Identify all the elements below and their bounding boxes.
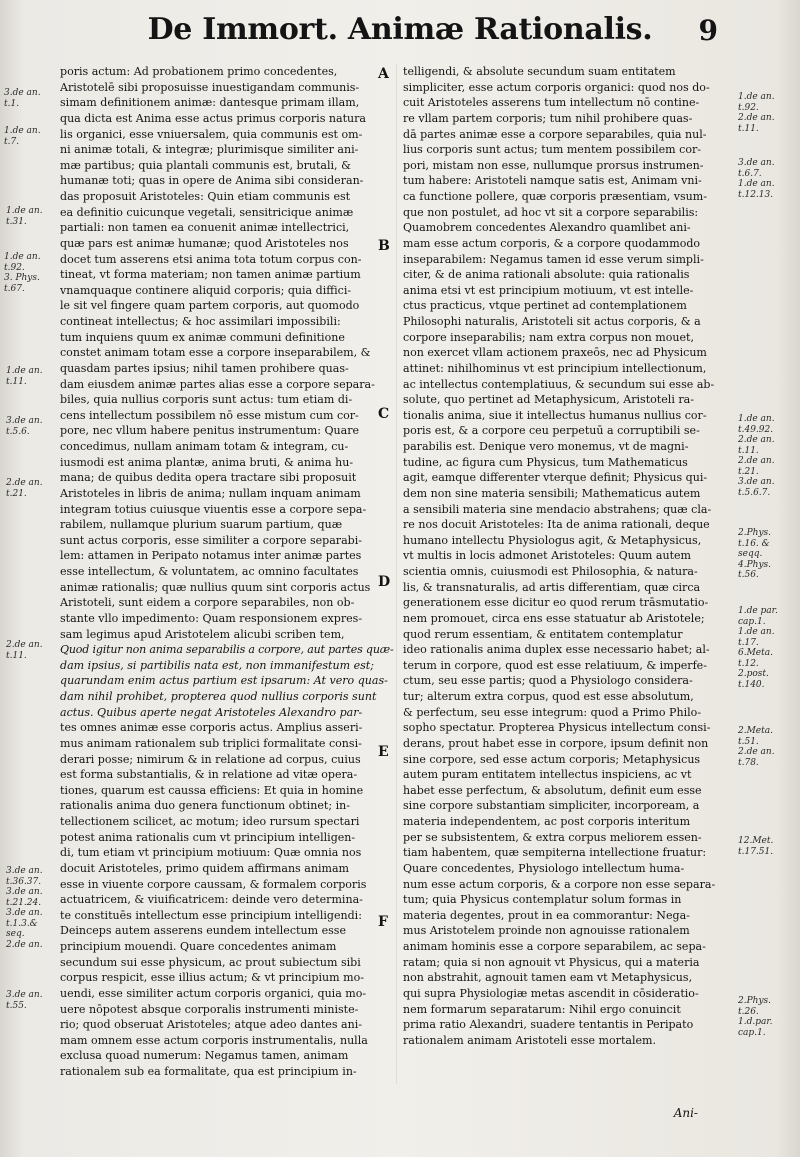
text-line: humanæ toti; quas in opere de Anima sibi consideran- <box>60 174 364 188</box>
text-line: autem puram entitatem intellectus inspiciens, ac vt <box>403 768 692 782</box>
text-line: ea definitio cuicunque vegetali, sensitricique animæ <box>60 205 354 219</box>
text-line: est forma substantialis, & in relatione ad vitæ opera- <box>60 768 358 782</box>
text-line: ctus practicus, vtque pertinet ad contemplationem <box>403 299 687 313</box>
text-line: potest anima rationalis cum vt principium intelligen- <box>60 830 356 844</box>
text-line: tellectionem scilicet, ac motum; ideo rursum spectari <box>60 815 360 828</box>
text-line: cens intellectum possibilem nō esse mistum cum cor- <box>60 408 359 422</box>
text-line: mus animam rationalem sub triplici formalitate consi- <box>60 736 362 750</box>
text-line: nem promouet, circa ens esse statuatur ab Aristotele; <box>403 611 705 625</box>
right-text-column <box>403 64 734 1048</box>
text-line: prima ratio Alexandri, suadere tentantis in Peripato <box>403 1018 694 1032</box>
text-line: ideo rationalis anima duplex esse necessario habet; al- <box>403 643 710 657</box>
text-line: dem non sine materia sensibili; Mathematicus autem <box>403 486 701 500</box>
text-line: lis, & transnaturalis, ad artis differentiam, quæ circa <box>403 580 701 594</box>
text-line: citer, & de anima rationali absolute: quia rationalis <box>403 268 690 282</box>
text-line: uendi, esse similiter actum corporis organici, quia mo- <box>60 986 367 1000</box>
text-line: dam ipsius, si partibilis nata est, non immanifestum est; <box>60 658 374 672</box>
text-line: rio; quod obseruat Aristoteles; atque adeo dantes ani- <box>60 1018 362 1032</box>
text-line: animam hominis esse a corpore separabilem, ac sepa- <box>403 940 706 953</box>
text-line: pore, nec vllum habere penitus instrumentum: Quare <box>60 424 360 438</box>
left-text-column <box>60 64 394 1080</box>
text-line: agit, eamque differenter vterque definit; Physicus qui- <box>403 471 708 485</box>
text-line: tum; quia Physicus contemplatur solum formas in <box>403 893 682 907</box>
text-line: uere nōpotest absque corporalis instrumenti ministe- <box>60 1002 359 1016</box>
text-line: animæ rationalis; quæ nullius quum sint corporis actus <box>60 580 371 594</box>
margin-note: 3.de an. t.55. <box>6 990 43 1011</box>
text-line: attinet: nihilhominus vt est principium intellectionum, <box>403 361 707 375</box>
text-line: biles, quia nullius corporis sunt actus: tum etiam di- <box>60 393 353 407</box>
text-line: sopho spectatur. Propterea Physicus intellectum consi- <box>403 721 711 735</box>
margin-note: 1.de par. cap.1. 1.de an. t.17. 6.Meta. t.12. 2.post. t.140. <box>738 606 778 690</box>
text-line: ac intellectus contemplatiuus, & secundum sui esse ab- <box>403 377 715 391</box>
text-line: parabilis est. Denique vero monemus, vt de magni- <box>403 440 689 453</box>
section-letter: E <box>378 744 389 760</box>
text-line: telligendi, & absolute secundum suam entitatem <box>403 65 676 78</box>
text-line: inseparabilem: Negamus tamen id esse verum simpli- <box>403 252 704 266</box>
text-line: partiali: non tamen ea conuenit animæ intellectrici, <box>60 221 350 235</box>
text-line: di, tum etiam vt principium motiuum: Quæ omnia nos <box>60 846 362 860</box>
text-line: principium mouendi. Quare concedentes animam <box>60 940 337 953</box>
text-line: per se subsistentem, & extra corpus meliorem essen- <box>403 830 702 844</box>
text-line: Quare concedentes, Physiologo intellectum huma- <box>403 861 685 875</box>
catchword: Ani- <box>673 1106 698 1120</box>
text-line: das proposuit Aristoteles: Quin etiam communis est <box>60 190 351 203</box>
text-line: rationalis anima duo genera functionum obtinet; in- <box>60 799 350 813</box>
margin-note: 2.de an. t.21. <box>6 478 43 499</box>
text-line: constet animam totam esse a corpore inseparabilem, & <box>60 346 371 360</box>
text-line: iusmodi est anima plantæ, anima bruti, & anima hu- <box>60 455 354 469</box>
text-line: ca functione pollere, quæ corporis præsentiam, vsum- <box>403 190 708 203</box>
text-line: mam omnem esse actum corporis instrumentalis, nulla <box>60 1033 368 1047</box>
text-line: generationem esse dicitur eo quod rerum trāsmutatio- <box>403 596 709 610</box>
text-line: esse intellectum, & voluntatem, ac omnino facultates <box>60 565 359 578</box>
margin-note: 3.de an. t.6.7. 1.de an. t.12.13. <box>738 158 775 200</box>
text-line: poris est, & a corpore ceu perpetuū a corruptibili se- <box>403 424 700 438</box>
text-line: Aristotelē sibi proposuisse inuestigandam communis- <box>60 80 360 94</box>
text-line: exclusa quoad numerum: Negamus tamen, animam <box>60 1049 349 1063</box>
text-line: docuit Aristoteles, primo quidem affirmans animam <box>60 861 350 875</box>
text-line: tum habere: Aristoteli namque satis est, Animam vni- <box>403 174 702 188</box>
text-line: tineat, vt forma materiam; non tamen animæ partium <box>60 268 361 282</box>
text-line: anima etsi vt est principium motiuum, vt est intelle- <box>403 283 694 297</box>
margin-note: 3.de an. t.1. <box>4 88 41 109</box>
text-line: dam eiusdem animæ partes alias esse a corpore separa- <box>60 377 375 391</box>
text-line: ratam; quia si non agnouit vt Physicus, qui a materia <box>403 955 700 969</box>
text-line: secundum sui esse physicum, ac prout subiectum sibi <box>60 955 361 969</box>
text-line: quarundam enim actus partium est ipsarum: At vero quas- <box>60 674 388 688</box>
margin-note: 2.Phys. t.16. & seqq. 4.Phys. t.56. <box>738 528 772 580</box>
text-line: Quod igitur non anima separabilis a corpore, aut partes quæ- <box>60 643 394 657</box>
text-line: Quamobrem concedentes Alexandro quamlibet ani- <box>403 221 691 235</box>
text-line: re nos docuit Aristoteles: Ita de anima rationali, deque <box>403 518 710 532</box>
text-line: Aristoteli, sunt eidem a corpore separabiles, non ob- <box>60 596 355 610</box>
text-line: esse in viuente corpore caussam, & formalem corporis <box>60 877 367 891</box>
page-title: De Immort. Animæ Rationalis. <box>147 12 653 47</box>
text-line: mam esse actum corporis, & a corpore quodammodo <box>403 236 701 250</box>
margin-note: 1.de an. t.92. 2.de an. t.11. <box>738 92 775 134</box>
text-line: & perfectum, seu esse integrum: quod a Primo Philo- <box>403 705 702 719</box>
text-line: derari posse; nimirum & in relatione ad corpus, cuius <box>60 752 361 766</box>
margin-note: 3.de an. t.5.6. <box>6 416 43 437</box>
text-line: que non postulet, ad hoc vt sit a corpore separabilis: <box>403 205 699 219</box>
text-line: ctum, seu esse partis; quod a Physiologo considera- <box>403 674 693 688</box>
text-line: tur; alterum extra corpus, quod est esse absolutum, <box>403 690 694 703</box>
margin-note: 12.Met. t.17.51. <box>738 836 774 857</box>
text-line: a sensibili materia sine mendacio abstrahens; quæ cla- <box>403 502 712 516</box>
page-number: 9 <box>698 14 718 47</box>
text-line: non exercet vllam actionem praxeōs, nec ad Physicum <box>403 346 707 360</box>
text-line: materia degentes, prout in ea commorantur: Nega- <box>403 908 690 922</box>
section-letter: B <box>378 238 390 254</box>
section-letter: C <box>378 406 390 422</box>
text-line: cuit Aristoteles asserens tum intellectum nō contine- <box>403 96 700 110</box>
text-line: sunt actus corporis, esse similiter a corpore separabi- <box>60 533 363 547</box>
text-line: Philosophi naturalis, Aristoteli sit actus corporis, & a <box>403 315 701 328</box>
text-line: sine corpore substantiam simpliciter, incorpoream, a <box>403 799 700 813</box>
text-line: sine corpore, sed esse actum corporis; Metaphysicus <box>403 752 701 766</box>
text-line: simam definitionem animæ: dantesque primam illam, <box>60 96 360 110</box>
text-line: lem: attamen in Peripato notamus inter animæ partes <box>60 549 362 563</box>
text-line: actuatricem, & viuificatricem: deinde vero determina- <box>60 893 363 907</box>
text-line: qui supra Physiologiæ metas ascendit in cōsideratio- <box>403 986 699 1000</box>
text-line: scientia omnis, cuiusmodi est Philosophia, & natura- <box>403 565 698 578</box>
text-line: vnamquaque continere aliquid corporis; quia diffici- <box>60 283 352 297</box>
text-line: dā partes animæ esse a corpore separabiles, quia nul- <box>403 127 707 141</box>
text-line: derans, prout habet esse in corpore, ipsum definit non <box>403 736 709 750</box>
text-line: poris actum: Ad probationem primo concedentes, <box>60 65 338 78</box>
text-line: tiam habentem, quæ sempiterna intellectione fruatur: <box>403 846 707 860</box>
text-line: rationalem animam Aristoteli esse mortalem. <box>403 1033 657 1047</box>
text-line: contineat intellectus; & hoc assimilari impossibili: <box>60 315 341 328</box>
text-line: Deinceps autem asserens eundem intellectum esse <box>60 924 346 938</box>
text-line: Aristoteles in libris de anima; nullam inquam animam <box>60 486 361 500</box>
text-line: humano intellectu Physiologus agit, & Metaphysicus, <box>403 533 702 547</box>
text-line: mæ partibus; quia plantali communis est, brutali, & <box>60 158 351 172</box>
text-line: quasdam partes ipsius; nihil tamen prohibere quas- <box>60 361 349 375</box>
margin-note: 1.de an. t.31. <box>6 206 43 227</box>
column-divider <box>396 64 397 1084</box>
text-line: terum in corpore, quod est esse relatiuum, & imperfe- <box>403 658 707 672</box>
margin-note: 1.de an. t.11. <box>6 366 43 387</box>
text-line: num esse actum corporis, & a corpore non esse separa- <box>403 877 716 891</box>
text-line: stante vllo impedimento: Quam responsionem expres- <box>60 611 363 625</box>
text-line: actus. Quibus aperte negat Aristoteles Alexandro par- <box>60 705 363 719</box>
text-line: rationalem sub ea formalitate, qua est principium in- <box>60 1065 357 1078</box>
text-line: simpliciter, esse actum corporis organici: quod nos do- <box>403 80 710 94</box>
text-line: quod rerum essentiam, & entitatem contemplatur <box>403 627 683 641</box>
section-letter: D <box>378 574 391 590</box>
text-line: integram totius cuiusque viuentis esse a corpore sepa- <box>60 502 367 516</box>
text-line: corpore inseparabilis; nam extra corpus non mouet, <box>403 330 695 344</box>
text-line: lius corporis sunt actus; tum mentem possibilem cor- <box>403 143 702 157</box>
text-line: lis organici, esse vniuersalem, quia communis est om- <box>60 127 363 141</box>
margin-note: 1.de an. t.7. <box>4 126 41 147</box>
text-line: tiones, quarum est caussa efficiens: Et quia in homine <box>60 783 364 797</box>
text-line: rabilem, nullamque plurium suarum partium, quæ <box>60 518 343 532</box>
text-line: tudine, ac figura cum Physicus, tum Mathematicus <box>403 455 688 469</box>
text-line: docet tum asserens etsi anima tota totum corpus con- <box>60 252 362 266</box>
margin-note: 2.de an. t.11. <box>6 640 43 661</box>
text-line: sam legimus apud Aristotelem alicubi scriben tem, <box>60 627 345 641</box>
text-line: re vllam partem corporis; tum nihil prohibere quas- <box>403 111 693 125</box>
text-line: non abstrahit, agnouit tamen eam vt Metaphysicus, <box>403 971 693 985</box>
text-line: concedimus, nullam animam totam & integram, cu- <box>60 440 349 453</box>
margin-note: 2.Meta. t.51. 2.de an. t.78. <box>738 726 775 768</box>
text-line: vt multis in locis admonet Aristoteles: Quum autem <box>403 549 692 563</box>
text-line: solute, quo pertinet ad Metaphysicum, Aristoteli ra- <box>403 393 694 407</box>
section-letter: F <box>378 914 388 930</box>
text-line: pori, mistam non esse, nullumque prorsus instrumen- <box>403 158 704 172</box>
margin-note: 3.de an. t.36.37. 3.de an. t.21.24. 3.de an. t.1.3.& seq. 2.de an. <box>6 866 43 950</box>
text-line: mana; de quibus dedita opera tractare sibi proposuit <box>60 471 357 485</box>
text-line: qua dicta est Anima esse actus primus corporis natura <box>60 111 367 125</box>
text-line: ni animæ totali, & integræ; plurimisque similiter ani- <box>60 143 359 157</box>
margin-note: 1.de an. t.92. 3. Phys. t.67. <box>4 252 41 294</box>
text-line: tionalis anima, siue it intellectus humanus nullius cor- <box>403 408 707 422</box>
text-line: corpus respicit, esse illius actum; & vt principium mo- <box>60 971 364 985</box>
text-line: quæ pars est animæ humanæ; quod Aristoteles nos <box>60 236 349 250</box>
text-line: tes omnes animæ esse corporis actus. Amplius asseri- <box>60 721 363 735</box>
text-line: le sit vel fingere quam partem corporis, aut quomodo <box>60 299 360 313</box>
section-letter: A <box>378 66 389 82</box>
text-line: mus Aristotelem proinde non agnouisse rationalem <box>403 924 690 938</box>
text-line: nem formarum separatarum: Nihil ergo conuincit <box>403 1002 681 1016</box>
text-line: habet esse perfectum, & absolutum, definit eum esse <box>403 783 702 797</box>
text-line: materia independentem, ac post corporis interitum <box>403 815 691 828</box>
text-line: tum inquiens quum ex animæ communi definitione <box>60 330 345 344</box>
margin-note: 2.Phys. t.26. 1.d.par. cap.1. <box>738 996 773 1038</box>
text-line: te constituēs intellectum esse principium intelligendi: <box>60 908 362 922</box>
margin-note: 1.de an. t.49.92. 2.de an. t.11. 2.de an. t.21. 3.de an. t.5.6.7. <box>738 414 775 498</box>
text-line: dam nihil prohibet, propterea quod nullius corporis sunt <box>60 690 377 703</box>
